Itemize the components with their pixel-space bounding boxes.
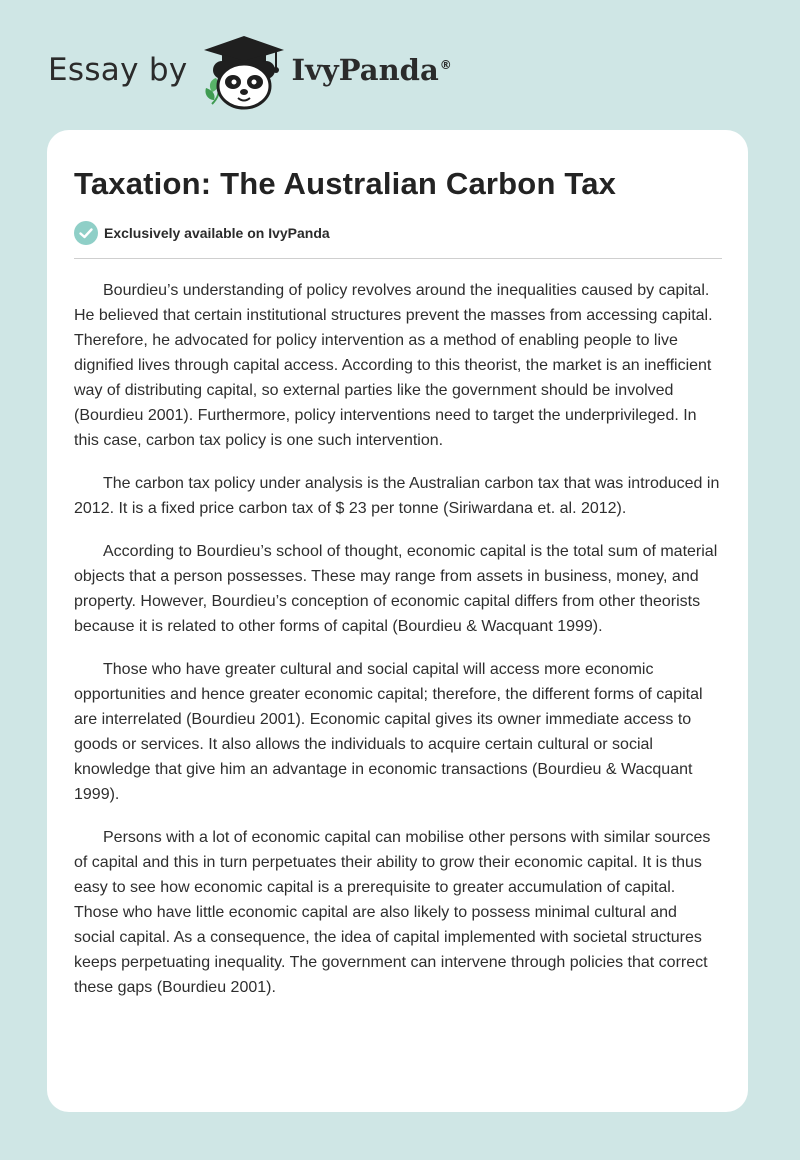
exclusive-badge xyxy=(74,221,722,245)
article-card xyxy=(47,130,748,1112)
brand-name-text: IvyPanda xyxy=(291,53,439,87)
article-title: Taxation: The Australian Carbon Tax xyxy=(74,166,617,201)
divider xyxy=(74,258,722,259)
paragraph: According to Bourdieu’s school of thought, economic capital is the total sum of material objects that a person possesses. These may range from assets in business, money, and property. However, Bourdieu’s conception of economic capital differs from other theorists because it is related to other forms of capital (Bourdieu & Wacquant 1999). xyxy=(74,543,718,635)
paragraph: Those who have greater cultural and social capital will access more economic opportunities and hence greater economic capital; therefore, the different forms of capital are interrelated (Bourdieu 2001). Economic capital gives its owner immediate access to goods or services. It also allows the individuals to acquire certain cultural or social knowledge that give him an advantage in economic transactions (Bourdieu & Wacquant 1999). xyxy=(74,661,703,803)
paragraph: The carbon tax policy under analysis is the Australian carbon tax that was introduced in 2012. It is a fixed price carbon tax of $ 23 per tonne (Siriwardana et. al. 2012). xyxy=(74,475,720,517)
brand-name xyxy=(292,53,452,87)
brand-prefix: Essay by xyxy=(48,52,188,88)
badge-text: Exclusively available on IvyPanda xyxy=(104,225,330,241)
article-body xyxy=(74,278,722,1000)
site-header-brand[interactable] xyxy=(48,30,452,110)
paragraph: Persons with a lot of economic capital can mobilise other persons with similar sources of capital and this in turn perpetuates their ability to grow their economic capital. It is thus easy to see how economic capital is a prerequisite to greater accumulation of capital. Those who have little economic capital are also likely to possess minimal cultural and social capital. As a consequence, the idea of capital implemented with societal structures keeps perpetuating inequality. The government can intervene through policies that correct these gaps (Bourdieu 2001). xyxy=(74,829,711,996)
panda-graduate-logo-icon xyxy=(198,30,290,110)
paragraph: Bourdieu’s understanding of policy revolves around the inequalities caused by capital. He believed that certain institutional structures prevent the masses from accessing capital. Therefore, he advocated for policy intervention as a method of enabling people to live dignified lives through capital access. According to this theorist, the market is an inefficient way of distributing capital, so external parties like the government should be involved (Bourdieu 2001). Furthermore, policy interventions need to target the underprivileged. In this case, carbon tax policy is one such intervention. xyxy=(74,282,713,449)
registered-mark: ® xyxy=(439,58,452,73)
check-circle-icon xyxy=(74,221,98,245)
